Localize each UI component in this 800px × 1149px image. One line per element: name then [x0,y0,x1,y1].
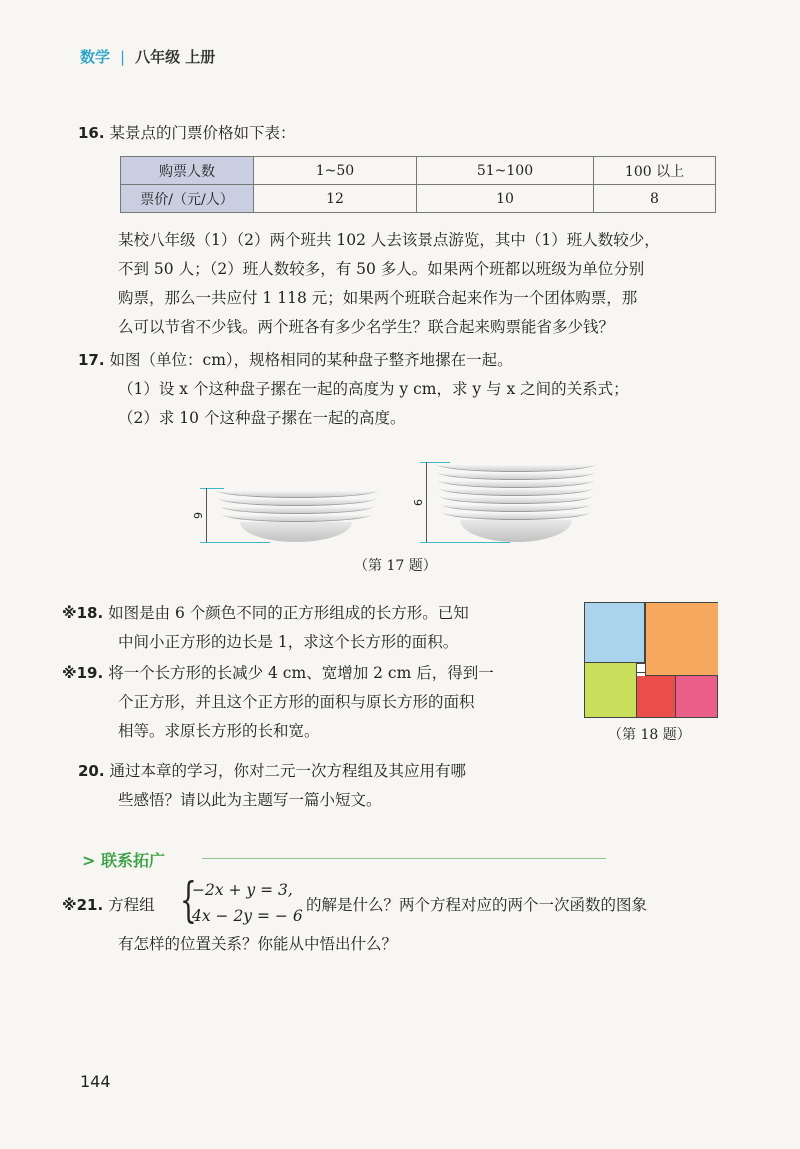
q16-line: 不到 50 人；（2）班人数较多，有 50 多人。如果两个班都以班级为单位分别 [118,260,645,278]
table-cell: 票价/（元/人） [121,185,254,213]
page-number: 144 [80,1072,111,1091]
chevron-right-icon: > [82,851,96,870]
q17-number: 17. [78,351,105,369]
plate [437,472,595,480]
section-header [82,848,165,871]
q20-number: 20. [78,762,105,780]
red-square [637,676,676,717]
q16-body [118,226,728,342]
q18-line-1 [62,599,582,628]
q20-text: 些感悟？请以此为主题写一篇小短文。 [118,791,382,809]
q18-text: 如图是由 6 个颜色不同的正方形组成的长方形。已知 [108,604,469,622]
table-row [121,157,716,185]
plate [442,512,590,520]
equation-1: −2x + y = 3, [192,881,293,899]
table-cell: 8 [594,185,716,213]
orange-square [645,603,718,676]
plate-base [460,520,572,542]
q18-block [62,599,582,657]
q16-line: 么可以节省不少钱。两个班各有多少名学生？联合起来购票能省多少钱？ [118,318,615,336]
q17-part1: （1）设 x 个这种盘子摞在一起的高度为 y cm，求 y 与 x 之间的关系式； [118,380,629,398]
q19-text: 将一个长方形的长减少 4 cm、宽增加 2 cm 后，得到一 [108,664,494,682]
table-cell: 购票人数 [121,157,254,185]
table-cell: 51~100 [417,157,594,185]
section-divider [202,858,606,859]
squares-figure [584,602,718,718]
q20-block [78,757,598,815]
measure-top-line [420,462,450,463]
q21-number: ※21. [62,896,104,914]
equation-system [192,877,303,929]
measure-vertical [206,488,207,542]
q21-line2: 有怎样的位置关系？你能从中悟出什么？ [118,935,398,953]
table-cell: 1~50 [254,157,417,185]
q17-part2: （2）求 10 个这种盘子摞在一起的高度。 [118,409,406,427]
subject-title: 数学 [80,48,111,66]
q19-text: 相等。求原长方形的长和宽。 [118,722,320,740]
plate [436,464,596,472]
measure-bottom-line [420,542,510,543]
pink-square [676,676,717,717]
section-title: 联系拓广 [100,851,165,870]
q21-suffix: 的解是什么？两个方程对应的两个一次函数的图象 [306,896,648,914]
q18-number: ※18. [62,604,104,622]
plate [440,496,592,504]
q18-text: 中间小正方形的边长是 1，求这个长方形的面积。 [118,633,459,651]
q21-prefix-line [62,891,155,920]
q16-number: 16. [78,124,105,142]
table-cell: 12 [254,185,417,213]
measure-bottom-line [200,542,270,543]
q19-line-1 [62,659,582,688]
table-row [121,185,716,213]
page-header [80,46,215,67]
q19-block [62,659,582,746]
blue-square [585,603,645,663]
q21-prefix: 方程组 [108,896,155,914]
grade-label: 八年级 上册 [135,48,216,66]
q18-caption: （第 18 题） [608,727,691,743]
q19-number: ※19. [62,664,104,682]
q17-intro-line [78,346,728,375]
q19-text: 个正方形，并且这个正方形的面积与原长方形的面积 [118,693,475,711]
brace-symbol: { [180,872,197,928]
plates-figure [191,478,606,558]
q20-text: 通过本章的学习，你对二元一次方程组及其应用有哪 [109,762,467,780]
q17-caption: （第 17 题） [354,558,437,574]
plate [216,490,378,498]
table-cell: 10 [417,185,594,213]
height-label-right: 9 [411,499,424,506]
plate-base [240,522,352,542]
q16-line: 购票，那么一共应付 1 118 元；如果两个班联合起来作为一个团体购票，那 [118,289,638,307]
green-square [585,663,637,717]
q16-intro: 某景点的门票价格如下表： [109,124,296,142]
q16-intro-line [78,119,296,148]
height-label-left: 6 [191,512,204,519]
q20-line-1 [78,757,598,786]
table-cell: 100 以上 [594,157,716,185]
plate [218,498,376,506]
q16-line: 某校八年级（1）（2）两个班共 102 人去该景点游览，其中（1）班人数较少， [118,231,660,249]
plate [220,506,374,514]
measure-top-line [200,488,224,489]
q17-block [78,346,728,433]
small-white-square [636,663,646,673]
plate [439,488,593,496]
plate [222,514,372,522]
measure-vertical [426,462,427,542]
plate [441,504,591,512]
q17-intro: 如图（单位：cm），规格相同的某种盘子整齐地摞在一起。 [109,351,513,369]
ticket-price-table [120,156,716,213]
plate [438,480,594,488]
header-separator: | [120,48,126,66]
equation-2: 4x − 2y = − 6 [192,907,303,925]
